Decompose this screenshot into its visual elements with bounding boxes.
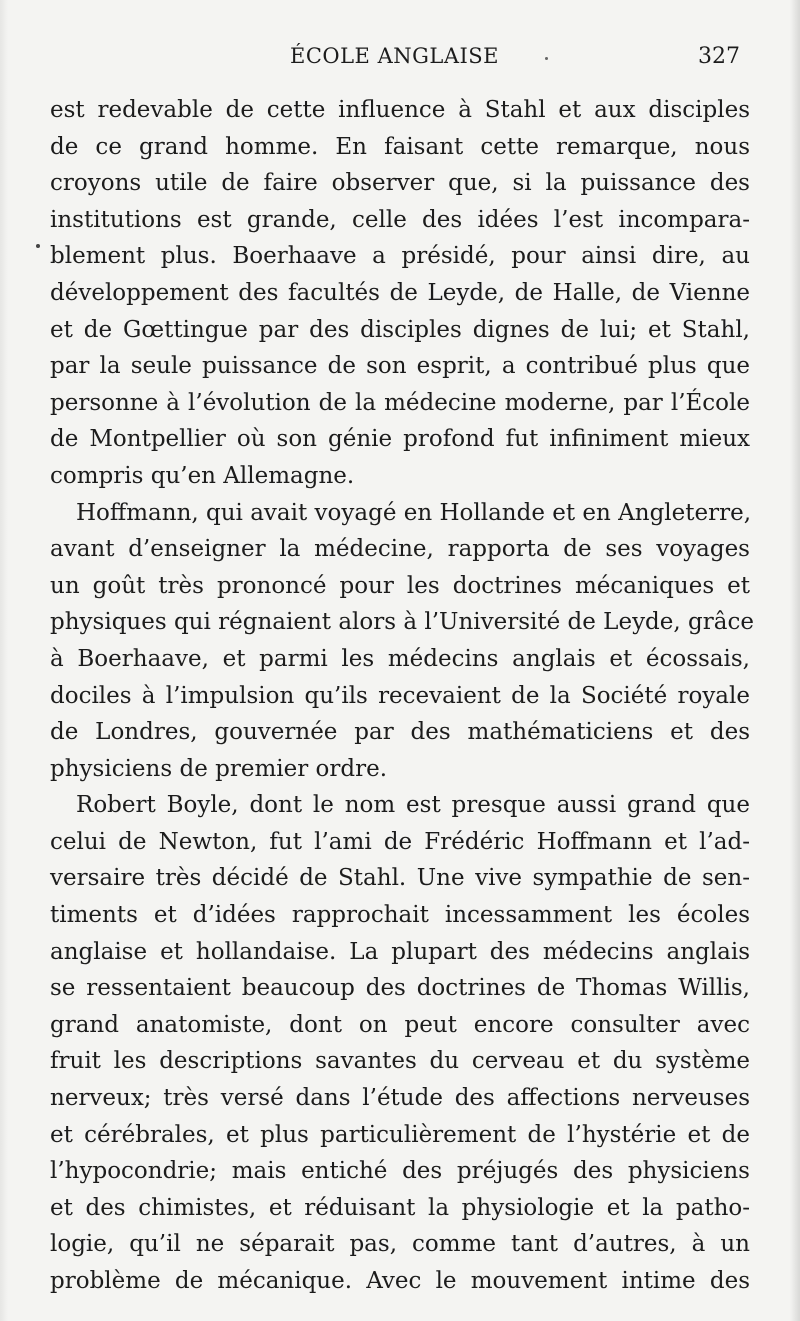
text-line: par la seule puissance de son esprit, a contribué plus que bbox=[50, 353, 750, 380]
running-head bbox=[0, 44, 800, 74]
text-line: de ce grand homme. En faisant cette remarque, nous bbox=[50, 133, 750, 160]
text-line: physiciens de premier ordre. bbox=[50, 755, 388, 782]
text-line: problème de mécanique. Avec le mouvement intime des bbox=[50, 1268, 750, 1294]
text-line: logie, qu’il ne séparait pas, comme tant d’autres, à un bbox=[50, 1231, 750, 1258]
text-line: physiques qui régnaient alors à l’Université de Leyde, grâce bbox=[50, 609, 754, 636]
text-line: blement plus. Boerhaave a présidé, pour ainsi dire, au bbox=[50, 243, 750, 270]
text-line: institutions est grande, celle des idées l’est incompara- bbox=[50, 206, 750, 233]
text-line: développement des facultés de Leyde, de Halle, de Vienne bbox=[50, 279, 750, 306]
scan-edge-right bbox=[790, 0, 800, 1321]
text-line: Robert Boyle, dont le nom est presque aussi grand que bbox=[76, 792, 750, 819]
paragraph bbox=[50, 92, 750, 495]
text-line: compris qu’en Allemagne. bbox=[50, 462, 355, 489]
text-line: de Montpellier où son génie profond fut infiniment mieux bbox=[50, 426, 750, 453]
text-line: avant d’enseigner la médecine, rapporta de ses voyages bbox=[50, 536, 750, 563]
text-line: et des chimistes, et réduisant la physiologie et la patho- bbox=[50, 1194, 750, 1221]
text-line: l’hypocondrie; mais entiché des préjugés des physiciens bbox=[50, 1158, 750, 1185]
running-title: ÉCOLE ANGLAISE bbox=[290, 44, 500, 68]
running-head-dot bbox=[545, 57, 548, 60]
text-line: et cérébrales, et plus particulièrement de l’hystérie et de bbox=[50, 1121, 750, 1148]
text-line: à Boerhaave, et parmi les médecins anglais et écossais, bbox=[50, 645, 750, 672]
text-line: nerveux; très versé dans l’étude des affections nerveuses bbox=[50, 1085, 750, 1112]
paragraph bbox=[50, 787, 750, 1299]
text-line: Hoffmann, qui avait voyagé en Hollande et en Angleterre, bbox=[76, 499, 752, 526]
scan-edge-left bbox=[0, 0, 8, 1321]
text-line: versaire très décidé de Stahl. Une vive sympathie de sen- bbox=[50, 865, 750, 892]
body-text bbox=[50, 92, 754, 1300]
text-line: timents et d’idées rapprochait incessamment les écoles bbox=[50, 902, 750, 929]
paragraph bbox=[50, 495, 754, 788]
text-line: de Londres, gouvernée par des mathématiciens et des bbox=[50, 719, 750, 746]
text-line: se ressentaient beaucoup des doctrines de Thomas Willis, bbox=[50, 975, 750, 1002]
text-line: dociles à l’impulsion qu’ils recevaient de la Société royale bbox=[50, 682, 750, 709]
text-line: grand anatomiste, dont on peut encore consulter avec bbox=[50, 1011, 750, 1038]
margin-mark bbox=[36, 244, 40, 248]
text-line: anglaise et hollandaise. La plupart des médecins anglais bbox=[50, 938, 750, 965]
text-line: est redevable de cette influence à Stahl et aux disciples bbox=[50, 97, 750, 123]
text-line: croyons utile de faire observer que, si la puissance des bbox=[50, 170, 750, 197]
text-line: un goût très prononcé pour les doctrines mécaniques et bbox=[50, 572, 750, 599]
text-line: personne à l’évolution de la médecine moderne, par l’École bbox=[50, 389, 750, 416]
page-number: 327 bbox=[698, 44, 740, 69]
text-line: et de Gœttingue par des disciples dignes de lui; et Stahl, bbox=[50, 316, 750, 343]
text-line: celui de Newton, fut l’ami de Frédéric Hoffmann et l’ad- bbox=[50, 828, 750, 855]
text-line: fruit les descriptions savantes du cerveau et du système bbox=[50, 1048, 750, 1075]
